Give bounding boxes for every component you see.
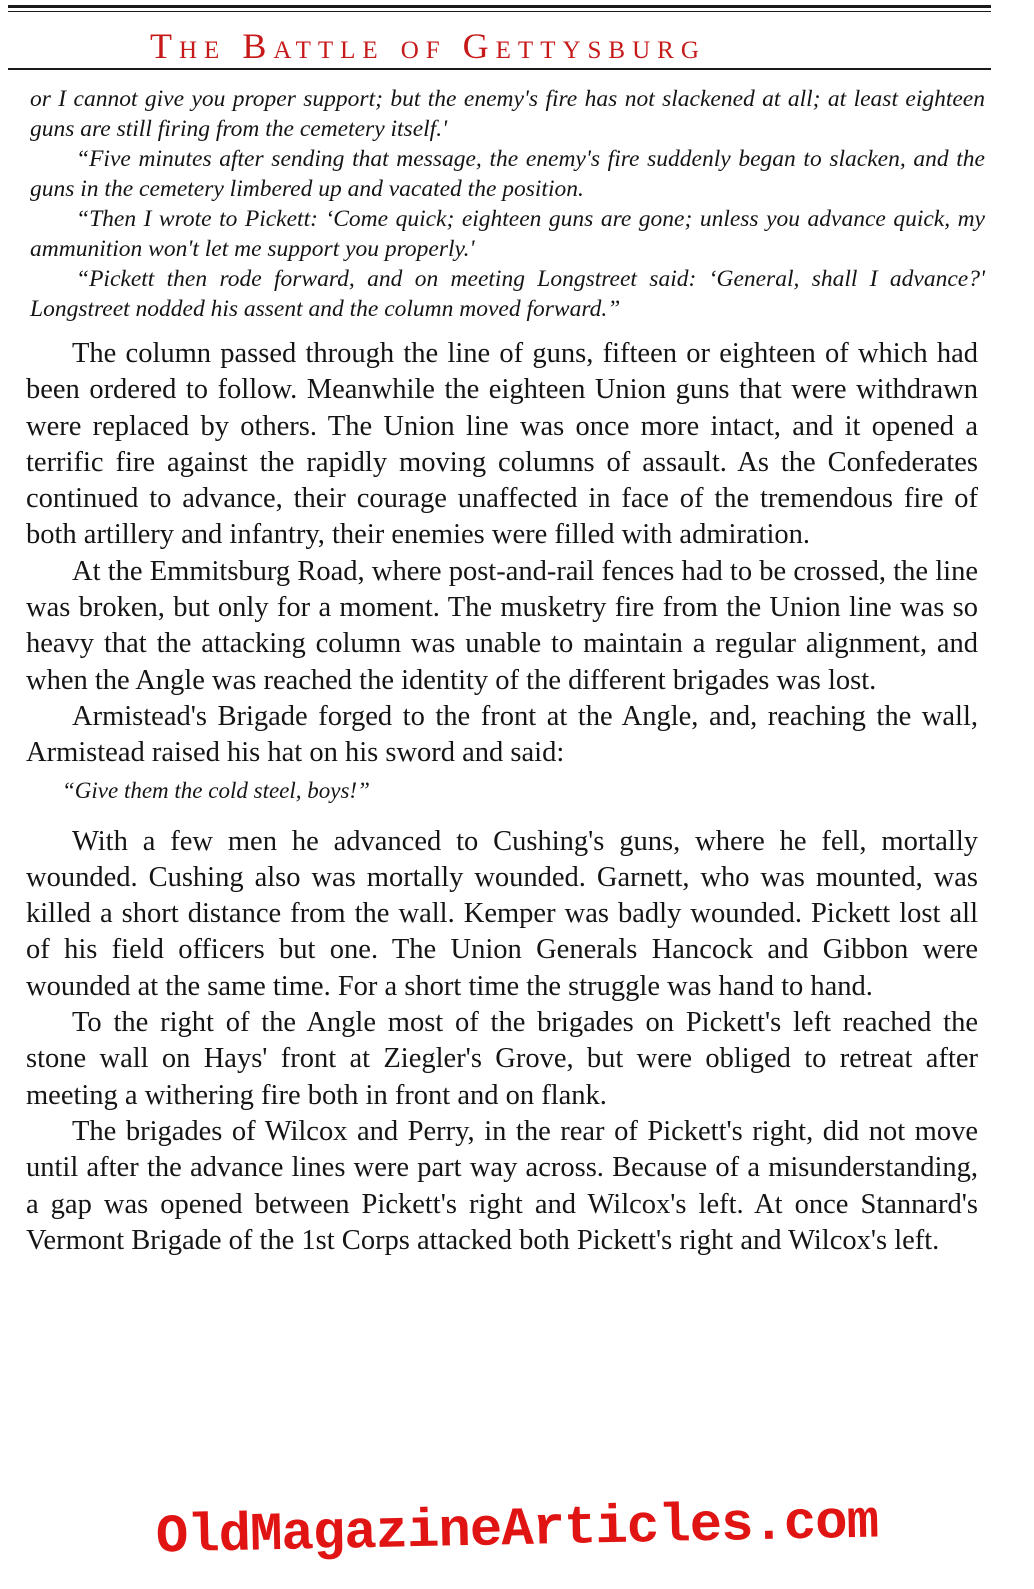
quote-paragraph: “Pickett then rode forward, and on meeting Longstreet said: ‘General, shall I advance?' Longstreet nodded his assent and the column moved forward.”	[30, 266, 985, 322]
body-paragraph: At the Emmitsburg Road, where post-and-rail fences had to be crossed, the line was broken, but only for a moment. The musketry fire from the Union line was so heavy that the attacking column was unable to maintain a regular alignment, and when the Angle was reached the identity of the different brigades was lost.	[26, 555, 978, 696]
article-body	[26, 336, 978, 1259]
body-paragraph: With a few men he advanced to Cushing's guns, where he fell, mortally wounded. Cushing also was mortally wounded. Garnett, who was mounted, was killed a short distance from the wall. Kemper was badly wounded. Pickett lost all of his field officers but one. The Union Generals Hancock and Gibbon were wounded at the same time. For a short time the struggle was hand to hand.	[26, 825, 978, 1002]
italic-quote-block	[30, 84, 985, 324]
quote-paragraph: or I cannot give you proper support; but the enemy's fire has not slackened at all; at least eighteen guns are still firing from the cemetery itself.'	[30, 86, 985, 142]
quote-paragraph: “Then I wrote to Pickett: ‘Come quick; eighteen guns are gone; unless you advance quick, my ammunition won't let me support you properly.'	[30, 206, 985, 262]
armistead-quote: “Give them the cold steel, boys!”	[62, 777, 370, 803]
body-paragraph: To the right of the Angle most of the brigades on Pickett's left reached the stone wall on Hays' front at Ziegler's Grove, but were obliged to retreat after meeting a withering fire both in front and on flank.	[26, 1007, 978, 1111]
body-paragraph: Armistead's Brigade forged to the front at the Angle, and, reaching the wall, Armistead raised his hat on his sword and said:	[26, 700, 978, 769]
quote-paragraph: “Five minutes after sending that message, the enemy's fire suddenly began to slacken, and the guns in the cemetery limbered up and vacated the position.	[30, 146, 985, 202]
top-rule-thin	[8, 11, 991, 12]
page-header-title: The Battle of Gettysburg	[150, 26, 706, 66]
top-rule-thick	[8, 5, 991, 8]
body-paragraph: The brigades of Wilcox and Perry, in the rear of Pickett's right, did not move until after the advance lines were part way across. Because of a misunderstanding, a gap was opened between Pickett's right and Wilcox's left. At once Stannard's Vermont Brigade of the 1st Corps attacked both Pickett's right and Wilcox's left.	[26, 1115, 978, 1256]
site-watermark: OldMagazineArticles.com	[155, 1492, 879, 1569]
body-paragraph: The column passed through the line of guns, fifteen or eighteen of which had been ordered to follow. Meanwhile the eighteen Union guns that were withdrawn were replaced by others. The Union line was once more intact, and it opened a terrific fire against the rapidly moving columns of assault. As the Confederates continued to advance, their courage unaffected in face of the tremendous fire of both artillery and infantry, their enemies were filled with admiration.	[26, 338, 978, 551]
header-rule	[8, 68, 991, 70]
